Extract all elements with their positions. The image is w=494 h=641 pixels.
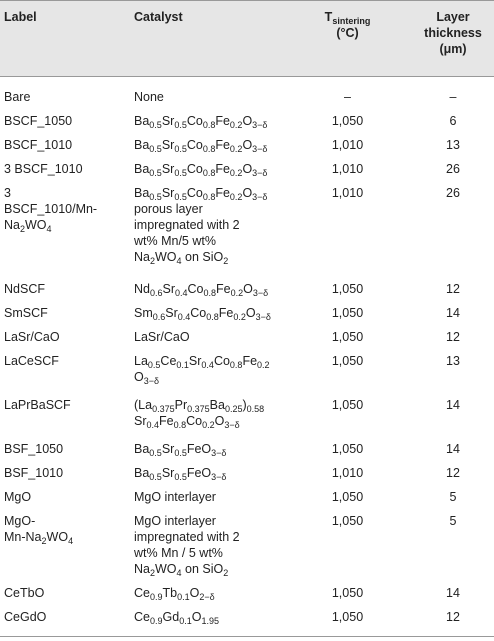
text-segment: CeTbO <box>4 586 45 600</box>
text-segment: Co <box>187 282 204 296</box>
header-temperature <box>305 9 390 41</box>
text-segment: Sr <box>161 114 175 128</box>
subscript: 4 <box>68 536 74 546</box>
cell-layer-thickness: 6 <box>449 114 457 128</box>
text-segment: LaCeSCF <box>4 354 59 368</box>
header-layer-line3: (μm) <box>439 42 467 56</box>
cell-catalyst <box>134 397 334 429</box>
cell-sintering-temperature: 1,010 <box>331 186 364 200</box>
text-segment: wt% Mn/5 wt% <box>134 234 216 248</box>
cell-label <box>4 489 124 505</box>
text-segment: Sr <box>162 282 175 296</box>
text-segment: O <box>243 282 253 296</box>
subscript: 0.4 <box>146 420 160 430</box>
text-segment: O <box>134 370 144 384</box>
subscript: 0.9 <box>149 616 163 626</box>
subscript: 4 <box>176 256 182 266</box>
cell-label <box>4 89 124 105</box>
subscript: 0.8 <box>202 192 216 202</box>
subscript: 3−δ <box>211 472 227 482</box>
text-segment: Co <box>186 114 203 128</box>
cell-catalyst <box>134 305 334 321</box>
subscript: 0.8 <box>203 288 217 298</box>
subscript: 0.375 <box>187 404 210 414</box>
cell-layer-thickness: 14 <box>446 442 460 456</box>
subscript: 0.8 <box>202 168 216 178</box>
cell-label <box>4 161 124 177</box>
subscript: 0.8 <box>206 312 219 322</box>
header-catalyst: Catalyst <box>134 10 183 24</box>
subscript: 0.5 <box>149 120 162 130</box>
text-segment: Fe <box>218 306 234 320</box>
text-segment: Bare <box>4 90 31 104</box>
text-segment: ) <box>242 398 247 412</box>
cell-layer-thickness: – <box>449 90 457 104</box>
header-temperature-symbol: T <box>324 10 333 24</box>
text-segment: BSCF_1010/Mn- <box>4 202 98 216</box>
text-segment: Ba <box>134 114 150 128</box>
cell-catalyst <box>134 465 334 481</box>
text-segment: Na <box>134 562 150 576</box>
header-layer-line2: thickness <box>424 26 482 40</box>
subscript: 0.5 <box>174 144 187 154</box>
subscript: 2 <box>149 568 155 578</box>
text-segment: LaPrBaSCF <box>4 398 71 412</box>
cell-line <box>134 513 334 529</box>
subscript: 0.8 <box>202 120 216 130</box>
cell-layer-thickness: 14 <box>446 586 460 600</box>
header-layer-thickness <box>418 9 488 57</box>
cell-label <box>4 329 124 345</box>
cell-catalyst <box>134 113 334 129</box>
text-segment: Fe <box>159 414 174 428</box>
cell-line <box>134 413 334 429</box>
text-segment: Sr <box>188 354 202 368</box>
text-segment: Na <box>4 218 20 232</box>
subscript: 0.5 <box>149 192 162 202</box>
text-segment: Sm <box>134 306 153 320</box>
cell-sintering-temperature: 1,010 <box>331 466 364 480</box>
cell-line <box>4 529 124 545</box>
cell-label <box>4 609 124 625</box>
subscript: 0.2 <box>202 420 215 430</box>
subscript: 3−δ <box>252 192 268 202</box>
text-segment: BSCF_1010 <box>4 138 73 152</box>
cell-sintering-temperature: 1,050 <box>331 306 364 320</box>
subscript: 2 <box>41 536 47 546</box>
text-segment: Ba <box>134 162 150 176</box>
subscript: 0.58 <box>246 404 265 414</box>
cell-label <box>4 585 124 601</box>
header-temperature-subscript: sintering <box>332 16 371 26</box>
subscript: 4 <box>46 224 52 234</box>
subscript: 2−δ <box>199 592 215 602</box>
subscript: 2 <box>223 256 229 266</box>
text-segment: NdSCF <box>4 282 45 296</box>
cell-layer-thickness: 14 <box>446 306 460 320</box>
text-segment: O <box>242 114 253 128</box>
text-segment: LaSr/CaO <box>4 330 60 344</box>
cell-label <box>4 185 124 233</box>
subscript: 0.5 <box>174 448 187 458</box>
subscript: 0.2 <box>229 168 243 178</box>
subscript: 0.4 <box>201 360 214 370</box>
text-segment: BSF_1010 <box>4 466 64 480</box>
subscript: 2 <box>223 568 229 578</box>
subscript: 0.1 <box>177 592 190 602</box>
text-segment: BSCF_1050 <box>4 114 73 128</box>
subscript: 3−δ <box>252 168 268 178</box>
subscript: 0.1 <box>176 360 189 370</box>
cell-line <box>134 89 334 105</box>
text-segment: Co <box>213 354 230 368</box>
text-segment: porous layer <box>134 202 203 216</box>
text-segment: MgO interlayer <box>134 514 216 528</box>
text-segment: BSF_1050 <box>4 442 64 456</box>
cell-layer-thickness: 12 <box>446 466 460 480</box>
text-segment: on SiO <box>181 562 224 576</box>
cell-line <box>134 233 334 249</box>
cell-label <box>4 513 124 545</box>
cell-layer-thickness: 5 <box>449 514 457 528</box>
cell-sintering-temperature: 1,050 <box>331 586 364 600</box>
subscript: 0.4 <box>175 288 188 298</box>
text-segment: FeO <box>186 442 212 456</box>
cell-catalyst <box>134 489 334 505</box>
cell-line <box>134 489 334 505</box>
subscript: 0.2 <box>257 360 270 370</box>
table-header <box>0 0 494 77</box>
cell-layer-thickness: 12 <box>446 282 460 296</box>
subscript: 0.6 <box>152 312 166 322</box>
subscript: 3−δ <box>252 120 268 130</box>
cell-layer-thickness: 12 <box>446 610 460 624</box>
cell-label <box>4 397 124 413</box>
cell-line <box>4 185 124 201</box>
text-segment: on SiO <box>181 250 224 264</box>
subscript: 0.2 <box>229 144 243 154</box>
cell-catalyst <box>134 161 334 177</box>
cell-catalyst <box>134 441 334 457</box>
subscript: 3−δ <box>255 312 271 322</box>
header-layer-line1: Layer <box>436 10 470 24</box>
subscript: 0.8 <box>173 420 187 430</box>
text-segment: Fe <box>215 138 230 152</box>
text-segment: MgO- <box>4 514 36 528</box>
cell-line <box>134 137 334 153</box>
cell-layer-thickness: 14 <box>446 398 460 412</box>
cell-sintering-temperature: – <box>344 90 351 104</box>
cell-sintering-temperature: 1,010 <box>331 138 364 152</box>
subscript: 0.2 <box>230 288 244 298</box>
cell-line <box>4 217 124 233</box>
subscript: 3−δ <box>224 420 240 430</box>
subscript: 0.9 <box>149 592 163 602</box>
cell-label <box>4 113 124 129</box>
text-segment: MgO interlayer <box>134 490 216 504</box>
subscript: 0.1 <box>179 616 192 626</box>
text-segment: (La <box>134 398 153 412</box>
cell-line <box>134 441 334 457</box>
subscript: 0.5 <box>147 360 161 370</box>
subscript: 0.5 <box>174 168 187 178</box>
header-temperature-unit: (°C) <box>336 26 359 40</box>
cell-layer-thickness: 13 <box>446 354 460 368</box>
text-segment: WO <box>46 530 69 544</box>
cell-sintering-temperature: 1,050 <box>331 610 364 624</box>
text-segment: Sr <box>161 186 175 200</box>
text-segment: Ba <box>134 186 150 200</box>
cell-label <box>4 465 124 481</box>
subscript: 0.5 <box>149 448 162 458</box>
text-segment: Sr <box>161 138 175 152</box>
text-segment: Sr <box>165 306 178 320</box>
subscript: 2 <box>149 256 155 266</box>
cell-line <box>134 185 334 201</box>
cell-layer-thickness: 13 <box>446 138 460 152</box>
text-segment: Co <box>186 138 203 152</box>
text-segment: Co <box>186 414 203 428</box>
subscript: 3−δ <box>211 448 227 458</box>
cell-label <box>4 281 124 297</box>
subscript: 0.5 <box>149 168 162 178</box>
text-segment: Nd <box>134 282 150 296</box>
text-segment: Sr <box>134 414 147 428</box>
text-segment: None <box>134 90 164 104</box>
text-segment: Pr <box>174 398 188 412</box>
text-segment: Fe <box>242 354 258 368</box>
cell-line <box>134 113 334 129</box>
cell-line <box>134 561 334 577</box>
text-segment: WO <box>155 562 177 576</box>
cell-sintering-temperature: 1,010 <box>331 162 364 176</box>
subscript: 0.5 <box>174 192 187 202</box>
cell-line <box>134 249 334 265</box>
subscript: 3−δ <box>143 376 160 386</box>
cell-label <box>4 353 124 369</box>
subscript: 0.5 <box>149 472 162 482</box>
subscript: 2 <box>19 224 25 234</box>
cell-sintering-temperature: 1,050 <box>331 354 364 368</box>
cell-layer-thickness: 26 <box>446 186 460 200</box>
cell-line <box>134 201 334 217</box>
subscript: 0.8 <box>202 144 216 154</box>
cell-line <box>134 585 334 601</box>
subscript: 0.2 <box>229 192 243 202</box>
cell-line <box>4 513 124 529</box>
subscript: 0.375 <box>152 404 175 414</box>
subscript: 0.2 <box>233 312 246 322</box>
cell-line <box>134 397 334 413</box>
cell-line <box>134 217 334 233</box>
text-segment: O <box>242 162 253 176</box>
text-segment: 3 BSCF_1010 <box>4 162 83 176</box>
cell-line <box>4 201 124 217</box>
text-segment: Fe <box>216 282 231 296</box>
text-segment: O <box>191 610 202 624</box>
cell-line <box>134 369 334 385</box>
text-segment: wt% Mn / 5 wt% <box>134 546 223 560</box>
subscript: 0.5 <box>149 144 162 154</box>
subscript: 0.5 <box>174 472 187 482</box>
text-segment: Ce <box>134 610 150 624</box>
cell-line <box>134 161 334 177</box>
text-segment: La <box>134 354 148 368</box>
text-segment: WO <box>155 250 177 264</box>
cell-catalyst <box>134 513 334 577</box>
subscript: 1.95 <box>201 616 219 626</box>
subscript: 0.2 <box>229 120 243 130</box>
text-segment: O <box>214 414 225 428</box>
cell-catalyst <box>134 137 334 153</box>
cell-sintering-temperature: 1,050 <box>331 490 364 504</box>
cell-catalyst <box>134 353 334 385</box>
cell-layer-thickness: 5 <box>449 490 457 504</box>
text-segment: Sr <box>161 466 175 480</box>
cell-line <box>134 305 334 321</box>
subscript: 3−δ <box>252 288 269 298</box>
text-segment: Na <box>134 250 150 264</box>
text-segment: Fe <box>215 162 230 176</box>
text-segment: Ba <box>134 442 150 456</box>
subscript: 0.8 <box>229 360 243 370</box>
text-segment: MgO <box>4 490 32 504</box>
subscript: 4 <box>176 568 182 578</box>
cell-catalyst <box>134 185 334 265</box>
cell-catalyst <box>134 89 334 105</box>
cell-label <box>4 137 124 153</box>
cell-sintering-temperature: 1,050 <box>331 442 364 456</box>
text-segment: CeGdO <box>4 610 47 624</box>
cell-catalyst <box>134 585 334 601</box>
cell-layer-thickness: 26 <box>446 162 460 176</box>
text-segment: 3 <box>4 186 11 200</box>
text-segment: LaSr/CaO <box>134 330 190 344</box>
cell-line <box>134 281 334 297</box>
text-segment: Sr <box>161 162 175 176</box>
table-bottom-rule <box>0 636 494 637</box>
text-segment: Ce <box>134 586 150 600</box>
subscript: 0.4 <box>177 312 191 322</box>
cell-label <box>4 441 124 457</box>
subscript: 3−δ <box>252 144 268 154</box>
text-segment: O <box>245 306 256 320</box>
cell-line <box>134 545 334 561</box>
cell-catalyst <box>134 281 334 297</box>
cell-catalyst <box>134 329 334 345</box>
text-segment: Mn-Na <box>4 530 42 544</box>
cell-sintering-temperature: 1,050 <box>331 282 364 296</box>
text-segment: impregnated with 2 <box>134 218 240 232</box>
subscript: 0.6 <box>149 288 163 298</box>
text-segment: Co <box>186 186 203 200</box>
text-segment: Co <box>190 306 207 320</box>
cell-line <box>134 353 334 369</box>
cell-line <box>134 329 334 345</box>
cell-catalyst <box>134 609 334 625</box>
cell-line <box>134 609 334 625</box>
text-segment: Fe <box>215 114 230 128</box>
text-segment: Ba <box>209 398 225 412</box>
text-segment: impregnated with 2 <box>134 530 240 544</box>
subscript: 0.5 <box>174 120 187 130</box>
text-segment: Gd <box>162 610 180 624</box>
text-segment: Ba <box>134 466 150 480</box>
cell-sintering-temperature: 1,050 <box>331 398 364 412</box>
text-segment: Co <box>186 162 203 176</box>
cell-sintering-temperature: 1,050 <box>331 330 364 344</box>
cell-line <box>134 465 334 481</box>
header-label: Label <box>4 10 37 24</box>
cell-label <box>4 305 124 321</box>
text-segment: SmSCF <box>4 306 48 320</box>
text-segment: Sr <box>161 442 175 456</box>
text-segment: WO <box>25 218 47 232</box>
text-segment: FeO <box>186 466 212 480</box>
text-segment: Ce <box>160 354 177 368</box>
text-segment: O <box>242 186 253 200</box>
subscript: 0.25 <box>224 404 243 414</box>
text-segment: O <box>189 586 200 600</box>
text-segment: O <box>242 138 253 152</box>
cell-line <box>134 529 334 545</box>
cell-sintering-temperature: 1,050 <box>331 114 364 128</box>
text-segment: Fe <box>215 186 230 200</box>
text-segment: Tb <box>162 586 178 600</box>
text-segment: Ba <box>134 138 150 152</box>
cell-sintering-temperature: 1,050 <box>331 514 364 528</box>
cell-layer-thickness: 12 <box>446 330 460 344</box>
